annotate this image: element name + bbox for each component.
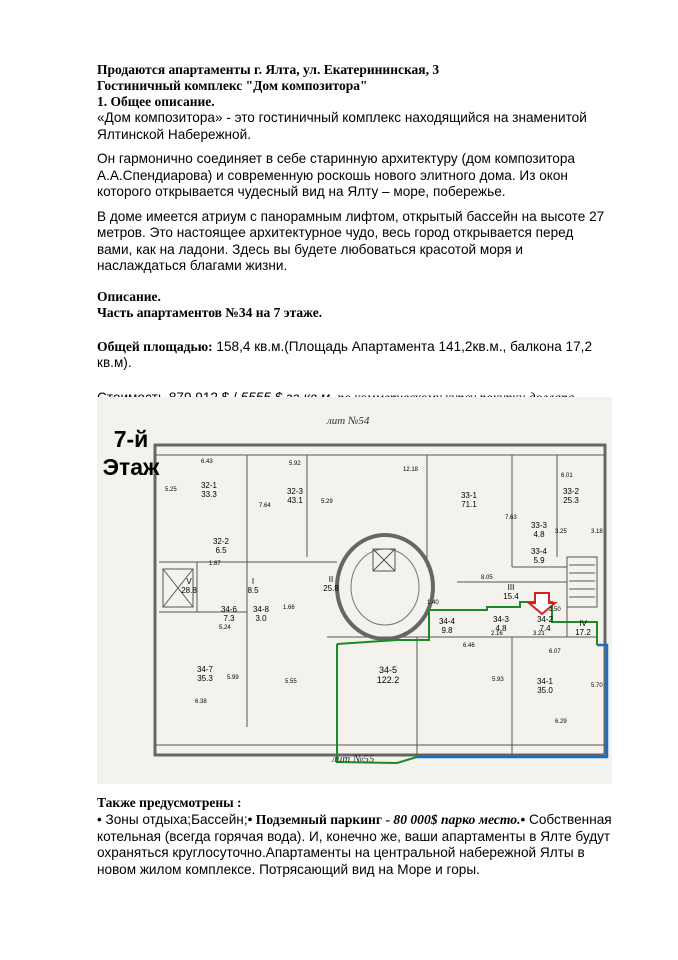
footer-heading: Также предусмотрены :	[97, 795, 242, 810]
dimension-label: 6.07	[549, 649, 561, 655]
room-label: 34-2 7.4	[536, 615, 553, 633]
boiler-bullet: • Собственная котельная (всегда горячая вода). И, конечно же, ваши апартаменты в Ялте будут охраняться круглосуточно.Апартаменты на центральной набережной Ялты в новом жилом комплексе. Потрясающий вид на Море и горы.	[97, 812, 612, 877]
room-label: 32-2 6.5	[212, 537, 229, 555]
intro-paragraph-1: «Дом композитора» - это гостиничный комплекс находящийся на знаменитой Ялтинской Набережной.	[97, 110, 587, 142]
lit-top-label: лит №54	[327, 415, 370, 427]
area-label: Общей площадью:	[97, 338, 213, 354]
dimension-label: 3.18	[591, 529, 603, 535]
room-label: 34-4 9.8	[438, 617, 455, 635]
footer-paragraph	[97, 812, 617, 878]
description-heading: Описание.	[97, 288, 161, 304]
dimension-label: 3.21	[533, 631, 545, 637]
floor-label-number: 7-й	[113, 426, 149, 452]
area-line	[97, 339, 607, 372]
room-label: 34-3 4.8	[492, 615, 509, 633]
dimension-label: 12.18	[403, 467, 419, 473]
apartment-part-line	[97, 305, 607, 321]
room-label: 33-4 5.9	[530, 547, 547, 565]
complex-name: Гостиничный комплекс "Дом композитора"	[97, 78, 368, 93]
part-rest: апартаментов №34 на 7 этаже.	[133, 304, 323, 320]
room-label: 34-8 3.0	[252, 605, 269, 623]
dimension-label: 6.43	[201, 459, 213, 465]
dimension-label: 6.29	[555, 719, 567, 725]
amenities-bullet: • Зоны отдыха;Бассейн;	[97, 812, 248, 827]
room-label: 32-1 33.3	[200, 481, 217, 499]
dimension-label: 1.87	[209, 561, 221, 567]
room-label: III 15.4	[503, 583, 519, 601]
dimension-label: 5.92	[289, 461, 301, 467]
dimension-label: 5.70	[591, 683, 603, 689]
section-heading: 1. Общее описание.	[97, 94, 215, 109]
parking-bullet: • Подземный паркинг -	[247, 812, 394, 827]
room-label: 34-7 35.3	[196, 665, 213, 683]
room-label: V 28.8	[181, 577, 197, 595]
intro-paragraph-2: Он гармонично соединяет в себе старинную архитектуру (дом композитора А.А.Спендиарова) и современную роскошь нового элитного дома. Из окон которого открывается чудесный вид на Ялту – море, побережье.	[97, 151, 575, 199]
dimension-label: 6.38	[195, 699, 207, 705]
dimension-label: 5.93	[492, 677, 504, 683]
parking-price: 80 000$ парко место.	[393, 812, 521, 827]
floor-label-word: Этаж	[102, 454, 160, 480]
room-label: 32-3 43.1	[286, 487, 303, 505]
room-label: 34-5 122.2	[376, 665, 400, 685]
dimension-label: 5.29	[321, 499, 333, 505]
room-label: I 8.5	[247, 577, 259, 595]
dimension-label: 8.05	[481, 575, 493, 581]
room-label: 34-6 7.3	[220, 605, 237, 623]
dimension-label: 3.25	[555, 529, 567, 535]
room-label: 33-3 4.8	[530, 521, 547, 539]
lit-bottom-label: лит №55	[332, 753, 375, 765]
floor-plan	[97, 397, 612, 784]
part-prefix: Часть	[97, 304, 134, 320]
floor-plan-drawing	[97, 397, 612, 784]
room-label: IV 17.2	[575, 619, 591, 637]
page-title: Продаются апартаменты г. Ялта, ул. Екатерининская, 3	[97, 62, 440, 77]
room-label: 34-1 35.0	[536, 677, 553, 695]
room-label: 33-1 71.1	[460, 491, 477, 509]
dimension-label: 5.55	[285, 679, 297, 685]
dimension-label: 7.63	[505, 515, 517, 521]
document-text	[97, 62, 607, 406]
dimension-label: 2.16	[491, 631, 503, 637]
dimension-label: 5.25	[165, 487, 177, 493]
area-value: 158,4 кв.м.(Площадь Апартамента 141,2кв.м., балкона 17,2 кв.м).	[97, 338, 593, 370]
floor-label	[102, 425, 160, 481]
dimension-label: 2.50	[549, 607, 561, 613]
footer-text	[97, 795, 617, 878]
dimension-label: 6.01	[561, 473, 573, 479]
room-label: 33-2 25.3	[562, 487, 579, 505]
dimension-label: 5.24	[219, 625, 231, 631]
dimension-label: 7.64	[259, 503, 271, 509]
room-label: II 25.8	[323, 575, 339, 593]
dimension-label: 1.40	[427, 600, 439, 606]
dimension-label: 1.66	[283, 605, 295, 611]
intro-paragraph-3: В доме имеется атриум с панорамным лифтом, открытый бассейн на высоте 27 метров. Это настоящее архитектурное чудо, весь город открывается перед вами, как на ладони. Здесь вы будете любоваться красотой моря и наслаждаться благами жизни.	[97, 208, 605, 273]
dimension-label: 6.46	[463, 643, 475, 649]
dimension-label: 5.99	[227, 675, 239, 681]
